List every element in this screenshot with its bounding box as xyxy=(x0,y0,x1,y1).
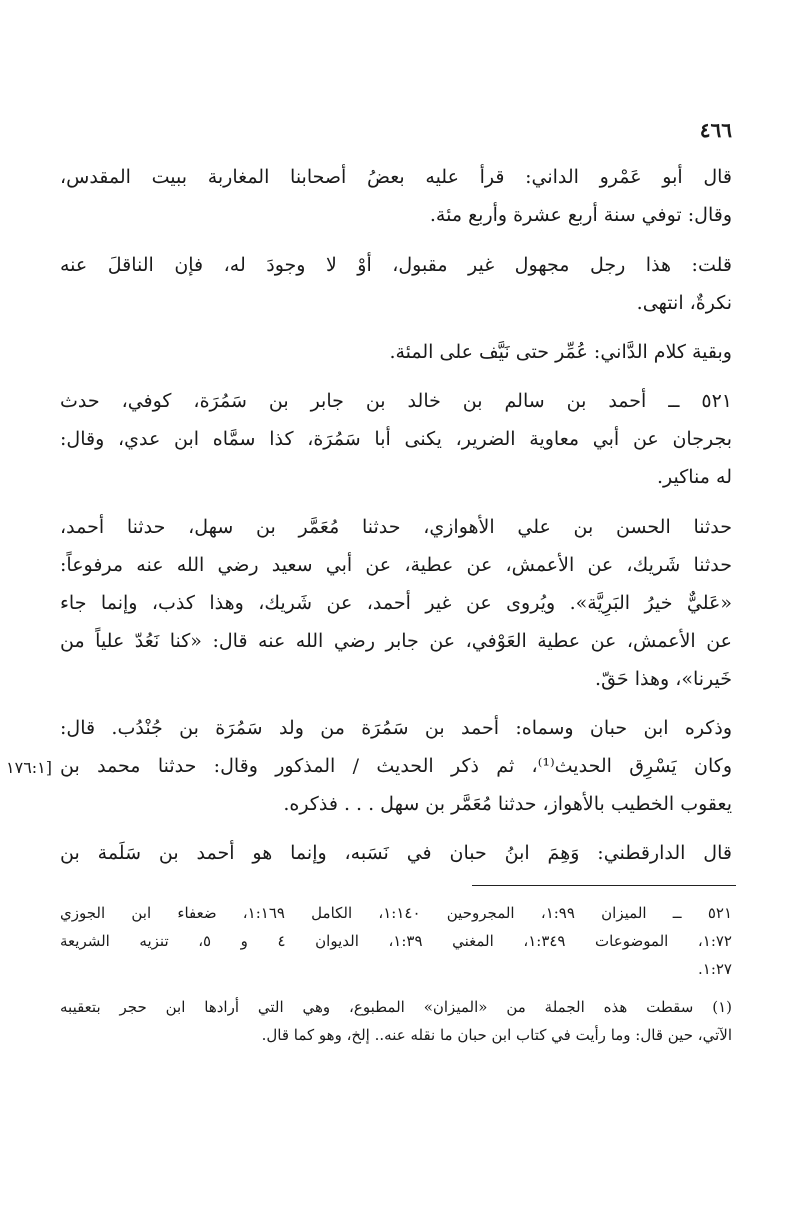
body-line: يعقوب الخطيب بالأهواز، حدثنا مُعَمَّر بن سهل . . . فذكره. xyxy=(283,793,732,815)
body-line: نكرةٌ، انتهى. xyxy=(636,292,732,314)
body-line: خَيرنا»، وهذا حَقّ. xyxy=(595,668,732,690)
margin-reference: [١٧٦:١ xyxy=(6,758,53,777)
footnote-line: الآتي، حين قال: وما رأيت في كتاب ابن حبان ما نقله عنه.. إلخ، وهو كما قال. xyxy=(261,1026,732,1044)
footnote-line: ٥٢١ ــ الميزان ١:٩٩، المجروحين ١:١٤٠، الكامل ١:١٦٩، ضعفاء ابن الجوزي xyxy=(60,904,732,922)
entry-heading-521: ٥٢١ ــ أحمد بن سالم بن خالد بن جابر بن سَمُرَة، كوفي، حدث xyxy=(60,390,732,412)
page-number: ٤٦٦ xyxy=(699,118,732,142)
body-line: قلت: هذا رجل مجهول غير مقبول، أوْ لا وجودَ له، فإن الناقلَ عنه xyxy=(60,254,732,276)
body-line: له مناكير. xyxy=(656,466,732,488)
body-line: حدثنا الحسن بن علي الأهوازي، حدثنا مُعَمَّر بن سهل، حدثنا أحمد، xyxy=(60,516,732,538)
body-line: وذكره ابن حبان وسماه: أحمد بن سَمُرَة من ولد سَمُرَة بن جُنْدُب. قال: xyxy=(60,717,732,739)
body-line: «عَليٌّ خيرُ البَرِيَّة». ويُروى عن غير أحمد، عن شَريك، وهذا كذب، وإنما جاء xyxy=(60,592,732,614)
body-line: وكان يَسْرِق الحديث⁽¹⁾، ثم ذكر الحديث / المذكور وقال: حدثنا محمد بن xyxy=(60,755,732,777)
body-line: قال أبو عَمْرو الداني: قرأ عليه بعضُ أصحابنا المغاربة ببيت المقدس، xyxy=(60,166,732,188)
footnote-divider xyxy=(472,885,736,886)
body-line: بجرجان عن أبي معاوية الضرير، يكنى أبا سَمُرَة، كذا سمَّاه ابن عدي، وقال: xyxy=(60,428,732,450)
body-line: وبقية كلام الدَّاني: عُمِّر حتى نَيَّف على المئة. xyxy=(389,341,732,363)
body-line: وقال: توفي سنة أربع عشرة وأربع مئة. xyxy=(429,204,732,226)
footnote-line: (١) سقطت هذه الجملة من «الميزان» المطبوع، وهي التي أرادها ابن حجر بتعقيبه xyxy=(60,998,732,1016)
body-line: قال الدارقطني: وَهِمَ ابنُ حبان في نَسَبه، وإنما هو أحمد بن سَلَمة بن xyxy=(60,842,732,864)
footnote-line: ١:٧٢، الموضوعات ١:٣٤٩، المغني ١:٣٩، الديوان ٤ و ٥، تنزيه الشريعة xyxy=(60,932,732,950)
footnote-line: ١:٢٧. xyxy=(697,960,732,978)
body-line: حدثنا شَريك، عن الأعمش، عن عطية، عن أبي سعيد رضي الله عنه مرفوعاً: xyxy=(60,554,732,576)
body-line: عن الأعمش، عن عطية العَوْفي، عن جابر رضي الله عنه قال: «كنا نَعُدّ علياً من xyxy=(60,630,732,652)
